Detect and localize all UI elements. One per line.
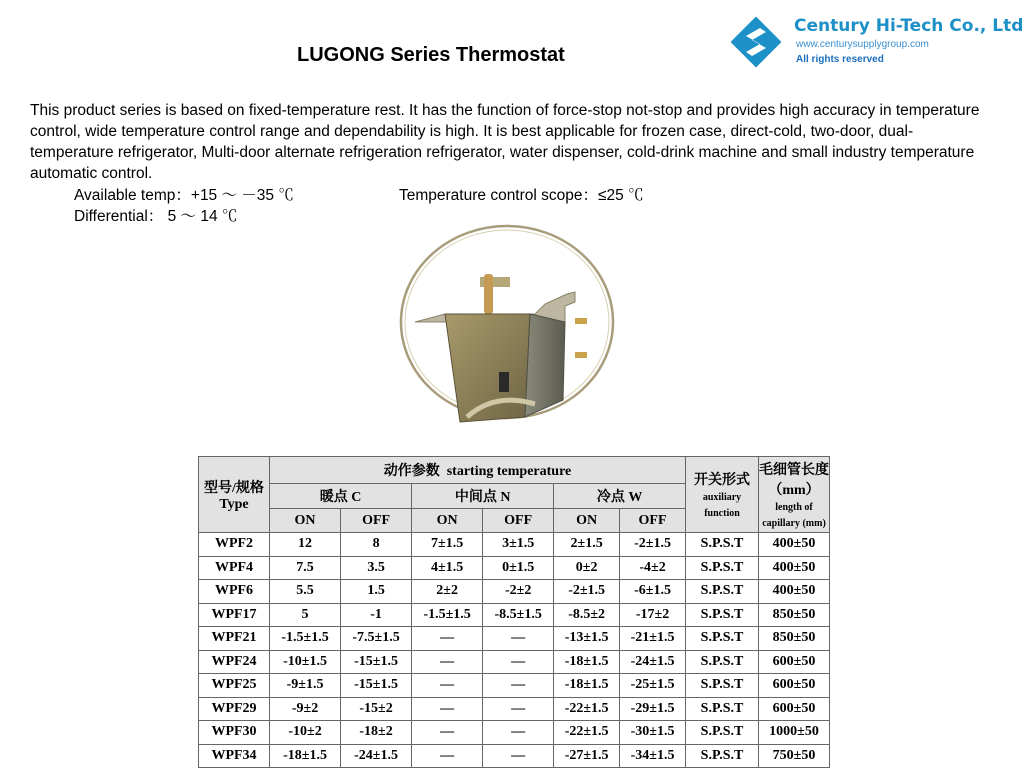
- cold-off-cell: -2±1.5: [620, 533, 686, 557]
- cold-off-cell: -25±1.5: [620, 674, 686, 698]
- table-row: [199, 650, 830, 674]
- middle-on-cell: —: [412, 721, 483, 745]
- type-cell: WPF24: [199, 650, 270, 674]
- type-cell: WPF29: [199, 697, 270, 721]
- warm-off-cell: -7.5±1.5: [341, 627, 412, 651]
- type-cell: WPF2: [199, 533, 270, 557]
- type-header: 型号/规格 Type: [199, 457, 270, 533]
- warm-off-header: OFF: [341, 509, 412, 533]
- logo-mark-icon: [724, 10, 788, 74]
- warm-on-header: ON: [270, 509, 341, 533]
- warm-on-cell: 5: [270, 603, 341, 627]
- middle-on-cell: —: [412, 627, 483, 651]
- warm-off-cell: 3.5: [341, 556, 412, 580]
- warm-off-cell: -15±2: [341, 697, 412, 721]
- type-cell: WPF21: [199, 627, 270, 651]
- cold-point-header: 冷点 W: [554, 484, 686, 509]
- warm-off-cell: -1: [341, 603, 412, 627]
- middle-off-cell: —: [483, 650, 554, 674]
- warm-off-cell: 8: [341, 533, 412, 557]
- table-row: [199, 721, 830, 745]
- cold-off-cell: -24±1.5: [620, 650, 686, 674]
- available-temp-spec: Available temp：+15 ～ －35 ℃: [74, 187, 294, 204]
- middle-on-cell: —: [412, 650, 483, 674]
- switch-type-cell: S.P.S.T: [686, 744, 759, 768]
- capillary-length-cell: 600±50: [759, 650, 830, 674]
- switch-type-header: 开关形式 auxiliary function: [686, 457, 759, 533]
- type-cell: WPF17: [199, 603, 270, 627]
- warm-on-cell: 7.5: [270, 556, 341, 580]
- warm-on-cell: -9±2: [270, 697, 341, 721]
- capillary-length-cell: 400±50: [759, 556, 830, 580]
- cold-off-cell: -34±1.5: [620, 744, 686, 768]
- table-row: [199, 627, 830, 651]
- capillary-length-cell: 400±50: [759, 533, 830, 557]
- table-row: [199, 533, 830, 557]
- table-row: [199, 697, 830, 721]
- middle-off-header: OFF: [483, 509, 554, 533]
- middle-off-cell: —: [483, 744, 554, 768]
- switch-type-cell: S.P.S.T: [686, 580, 759, 604]
- middle-off-cell: 0±1.5: [483, 556, 554, 580]
- page-title: LUGONG Series Thermostat: [297, 44, 565, 66]
- switch-type-cell: S.P.S.T: [686, 627, 759, 651]
- capillary-length-cell: 850±50: [759, 627, 830, 651]
- rights-text: All rights reserved: [796, 54, 884, 65]
- warm-off-cell: -18±2: [341, 721, 412, 745]
- middle-off-cell: —: [483, 721, 554, 745]
- middle-point-header: 中间点 N: [412, 484, 554, 509]
- warm-off-cell: -24±1.5: [341, 744, 412, 768]
- middle-off-cell: —: [483, 697, 554, 721]
- type-cell: WPF30: [199, 721, 270, 745]
- type-cell: WPF6: [199, 580, 270, 604]
- warm-off-cell: 1.5: [341, 580, 412, 604]
- middle-on-cell: 2±2: [412, 580, 483, 604]
- cold-off-cell: -21±1.5: [620, 627, 686, 651]
- warm-on-cell: -10±2: [270, 721, 341, 745]
- warm-on-cell: -1.5±1.5: [270, 627, 341, 651]
- thermostat-product-image: [395, 222, 625, 447]
- switch-type-cell: S.P.S.T: [686, 556, 759, 580]
- cold-on-cell: -18±1.5: [554, 650, 620, 674]
- table-row: [199, 603, 830, 627]
- type-cell: WPF34: [199, 744, 270, 768]
- switch-type-cell: S.P.S.T: [686, 533, 759, 557]
- middle-on-cell: 7±1.5: [412, 533, 483, 557]
- middle-on-cell: —: [412, 674, 483, 698]
- switch-type-cell: S.P.S.T: [686, 697, 759, 721]
- warm-off-cell: -15±1.5: [341, 650, 412, 674]
- middle-on-header: ON: [412, 509, 483, 533]
- cold-on-cell: 2±1.5: [554, 533, 620, 557]
- capillary-length-cell: 400±50: [759, 580, 830, 604]
- warm-on-cell: 5.5: [270, 580, 341, 604]
- capillary-length-cell: 850±50: [759, 603, 830, 627]
- company-name: Century Hi-Tech Co., Ltd: [794, 16, 1024, 36]
- differential-spec: Differential： 5 ～ 14 ℃: [74, 208, 238, 225]
- action-parameters-header: 动作参数 starting temperature: [270, 457, 686, 484]
- type-cell: WPF4: [199, 556, 270, 580]
- cold-on-cell: -22±1.5: [554, 697, 620, 721]
- cold-on-cell: 0±2: [554, 556, 620, 580]
- middle-off-cell: —: [483, 627, 554, 651]
- table-row: [199, 580, 830, 604]
- middle-on-cell: -1.5±1.5: [412, 603, 483, 627]
- switch-type-cell: S.P.S.T: [686, 603, 759, 627]
- cold-on-cell: -27±1.5: [554, 744, 620, 768]
- parameter-table-body: [199, 533, 830, 768]
- warm-off-cell: -15±1.5: [341, 674, 412, 698]
- cold-on-cell: -8.5±2: [554, 603, 620, 627]
- middle-on-cell: 4±1.5: [412, 556, 483, 580]
- warm-point-header: 暖点 C: [270, 484, 412, 509]
- middle-off-cell: -2±2: [483, 580, 554, 604]
- table-row: [199, 744, 830, 768]
- capillary-length-cell: 600±50: [759, 697, 830, 721]
- cold-on-cell: -2±1.5: [554, 580, 620, 604]
- capillary-length-cell: 1000±50: [759, 721, 830, 745]
- control-scope-spec: Temperature control scope：≤25 ℃: [399, 187, 644, 204]
- cold-off-cell: -4±2: [620, 556, 686, 580]
- table-row: [199, 556, 830, 580]
- middle-off-cell: 3±1.5: [483, 533, 554, 557]
- warm-on-cell: -9±1.5: [270, 674, 341, 698]
- cold-on-cell: -22±1.5: [554, 721, 620, 745]
- warm-on-cell: -18±1.5: [270, 744, 341, 768]
- table-row: [199, 674, 830, 698]
- middle-off-cell: —: [483, 674, 554, 698]
- capillary-length-cell: 600±50: [759, 674, 830, 698]
- middle-on-cell: —: [412, 744, 483, 768]
- cold-off-cell: -30±1.5: [620, 721, 686, 745]
- switch-type-cell: S.P.S.T: [686, 721, 759, 745]
- type-cell: WPF25: [199, 674, 270, 698]
- capillary-length-header: 毛细管长度 （mm） length of capillary (mm): [759, 457, 830, 533]
- cold-on-cell: -13±1.5: [554, 627, 620, 651]
- cold-on-header: ON: [554, 509, 620, 533]
- switch-type-cell: S.P.S.T: [686, 674, 759, 698]
- cold-off-cell: -6±1.5: [620, 580, 686, 604]
- middle-off-cell: -8.5±1.5: [483, 603, 554, 627]
- cold-on-cell: -18±1.5: [554, 674, 620, 698]
- cold-off-cell: -17±2: [620, 603, 686, 627]
- capillary-length-cell: 750±50: [759, 744, 830, 768]
- company-logo: [724, 8, 1024, 72]
- middle-on-cell: —: [412, 697, 483, 721]
- cold-off-header: OFF: [620, 509, 686, 533]
- parameter-table: [198, 456, 830, 768]
- cold-off-cell: -29±1.5: [620, 697, 686, 721]
- company-url: www.centurysupplygroup.com: [796, 39, 929, 50]
- warm-on-cell: 12: [270, 533, 341, 557]
- warm-on-cell: -10±1.5: [270, 650, 341, 674]
- switch-type-cell: S.P.S.T: [686, 650, 759, 674]
- product-description: This product series is based on fixed-temperature rest. It has the function of force-stop not-stop and provides high accuracy in temperature control, wide temperature control range and dependability is high. It is best applicable for frozen case, direct-cold, two-door, dual-temperature refrigerator, Multi-door alternate refrigeration refrigerator, water dispenser, cold-drink machine and small industry temperature automatic control.: [30, 102, 980, 182]
